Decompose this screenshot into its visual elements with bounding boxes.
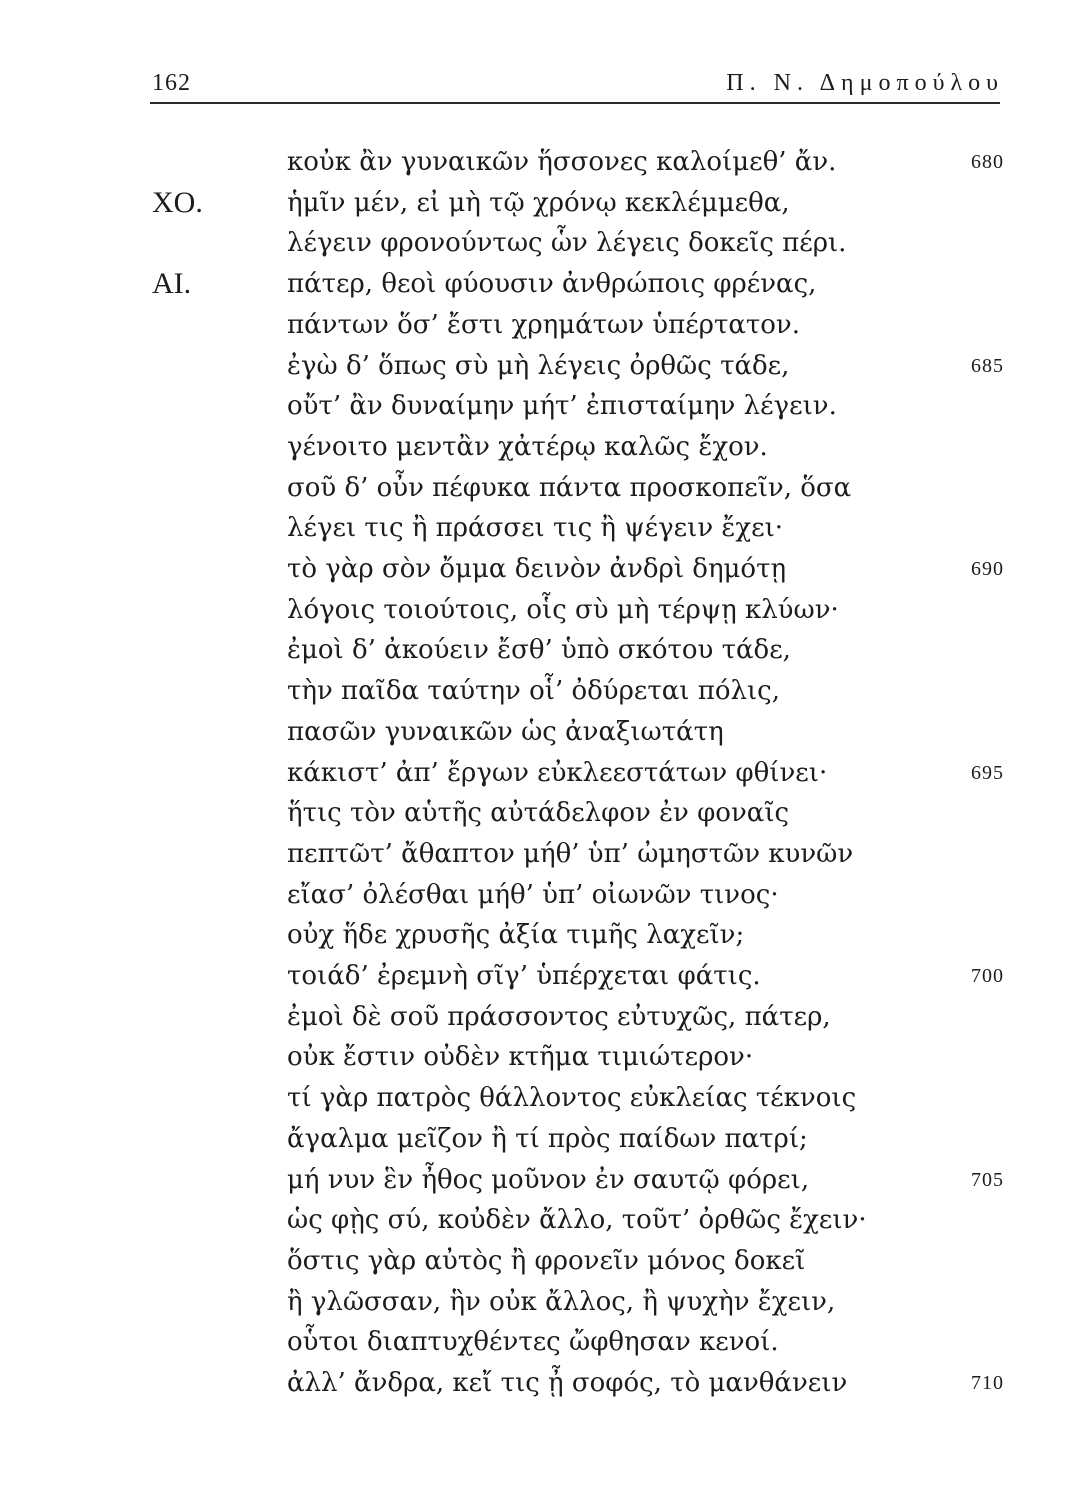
verse-line: οὐχ ἥδε χρυσῆς ἀξία τιμῆς λαχεῖν; bbox=[287, 920, 745, 950]
verse-line: πάτερ, θεοὶ φύουσιν ἀνθρώποις φρένας, bbox=[287, 269, 817, 299]
verse-line: ἡμῖν μέν, εἰ μὴ τῷ χρόνῳ κεκλέμμεθα, bbox=[287, 188, 790, 218]
running-title: Π. Ν. Δημοπούλου bbox=[726, 70, 1004, 96]
verse-line: μή νυν ἓν ἦθος μοῦνον ἐν σαυτῷ φόρει, bbox=[287, 1165, 810, 1195]
verse-line: οὗτοι διαπτυχθέντες ὤφθησαν κενοί. bbox=[287, 1327, 779, 1357]
verse-line: ἥτις τὸν αὑτῆς αὐτάδελφον ἐν φοναῖς bbox=[287, 798, 790, 828]
verse-line: οὔτ’ ἂν δυναίμην μήτ’ ἐπισταίμην λέγειν. bbox=[287, 391, 837, 421]
header-rule bbox=[150, 102, 1000, 104]
line-number: 710 bbox=[971, 1372, 1004, 1394]
verse-line: ὅστις γὰρ αὐτὸς ἢ φρονεῖν μόνος δοκεῖ bbox=[287, 1246, 806, 1276]
speaker-label: ΑΙ. bbox=[152, 267, 192, 300]
verse-line: σοῦ δ’ οὖν πέφυκα πάντα προσκοπεῖν, ὅσα bbox=[287, 473, 852, 503]
verse-line: τί γὰρ πατρὸς θάλλοντος εὐκλείας τέκνοις bbox=[287, 1083, 857, 1113]
verse-line: λέγει τις ἢ πράσσει τις ἢ ψέγειν ἔχει· bbox=[287, 513, 784, 543]
verse-line: τὴν παῖδα ταύτην οἷ’ ὀδύρεται πόλις, bbox=[287, 676, 781, 706]
verse-line: πασῶν γυναικῶν ὡς ἀναξιωτάτη bbox=[287, 717, 724, 747]
line-number: 705 bbox=[971, 1169, 1004, 1191]
speaker-label: ΧΟ. bbox=[152, 186, 203, 219]
verse-line: τὸ γὰρ σὸν ὄμμα δεινὸν ἀνδρὶ δημότῃ bbox=[287, 554, 787, 584]
verse-line: οὐκ ἔστιν οὐδὲν κτῆμα τιμιώτερον· bbox=[287, 1042, 754, 1072]
verse-line: ἐγὼ δ’ ὅπως σὺ μὴ λέγεις ὀρθῶς τάδε, bbox=[287, 351, 790, 381]
line-number: 690 bbox=[971, 558, 1004, 580]
verse-line: ἢ γλῶσσαν, ἣν οὐκ ἄλλος, ἢ ψυχὴν ἔχειν, bbox=[287, 1287, 836, 1317]
line-number: 685 bbox=[971, 355, 1004, 377]
verse-line: ἐμοὶ δὲ σοῦ πράσσοντος εὐτυχῶς, πάτερ, bbox=[287, 1002, 831, 1032]
verse-line: εἴασ’ ὀλέσθαι μήθ’ ὑπ’ οἰωνῶν τινος· bbox=[287, 880, 779, 910]
verse-line: γένοιτο μεντἂν χἀτέρῳ καλῶς ἔχον. bbox=[287, 432, 768, 462]
line-number: 700 bbox=[971, 965, 1004, 987]
page-number: 162 bbox=[152, 70, 191, 96]
verse-line: ἀλλ’ ἄνδρα, κεἴ τις ᾖ σοφός, τὸ μανθάνειν bbox=[287, 1368, 848, 1398]
verse-line: πάντων ὅσ’ ἔστι χρημάτων ὑπέρτατον. bbox=[287, 310, 801, 340]
line-number: 680 bbox=[971, 151, 1004, 173]
verse-line: ὡς φῂς σύ, κοὐδὲν ἄλλο, τοῦτ’ ὀρθῶς ἔχειν· bbox=[287, 1205, 867, 1235]
verse-line: κοὐκ ἂν γυναικῶν ἥσσονες καλοίμεθ’ ἄν. bbox=[287, 147, 837, 177]
verse-line: ἐμοὶ δ’ ἀκούειν ἔσθ’ ὑπὸ σκότου τάδε, bbox=[287, 635, 791, 665]
verse-line: ἄγαλμα μεῖζον ἢ τί πρὸς παίδων πατρί; bbox=[287, 1124, 808, 1154]
verse-line: λόγοις τοιούτοις, οἷς σὺ μὴ τέρψῃ κλύων· bbox=[287, 595, 839, 625]
verse-line: λέγειν φρονούντως ὧν λέγεις δοκεῖς πέρι. bbox=[287, 228, 847, 258]
verse-line: πεπτῶτ’ ἄθαπτον μήθ’ ὑπ’ ὠμηστῶν κυνῶν bbox=[287, 839, 854, 869]
line-number: 695 bbox=[971, 762, 1004, 784]
verse-line: τοιάδ’ ἐρεμνὴ σῖγ’ ὑπέρχεται φάτις. bbox=[287, 961, 761, 991]
verse-line: κάκιστ’ ἀπ’ ἔργων εὐκλεεστάτων φθίνει· bbox=[287, 758, 828, 788]
